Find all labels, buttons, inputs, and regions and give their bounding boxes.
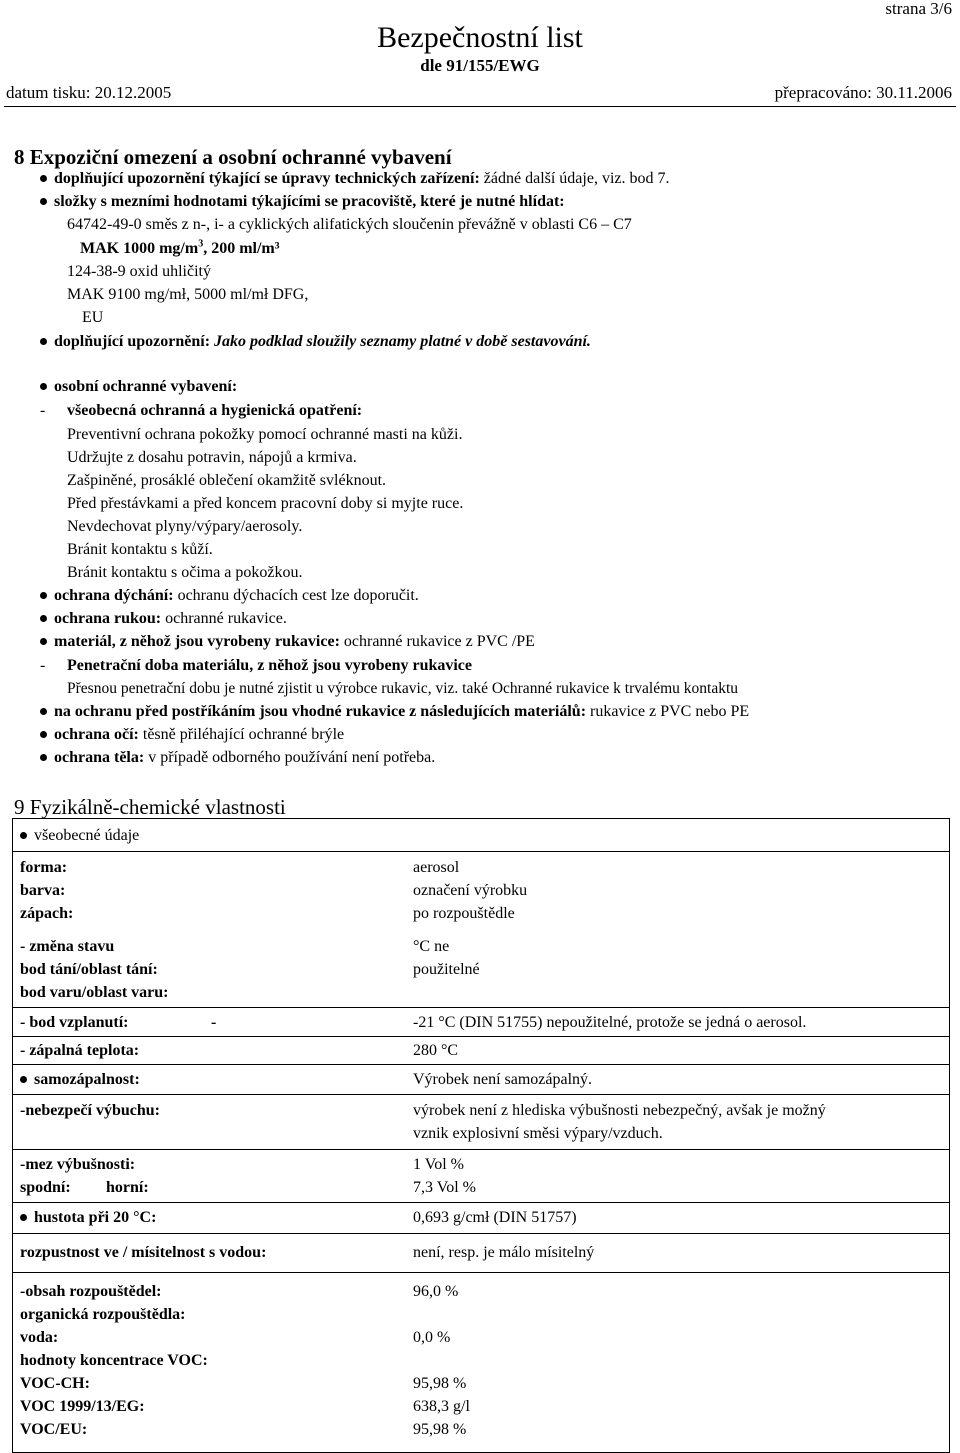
list-item: ochrana těla: v případě odborného používání není potřeba. (40, 747, 435, 769)
limit-value: EU (82, 309, 104, 326)
bullet-icon (20, 1076, 27, 1083)
list-item: na ochranu před postříkáním jsou vhodné rukavice z následujících materiálů: rukavice z PVC nebo PE (40, 701, 749, 723)
prop-label: - změna stavu (20, 938, 115, 955)
list-item: Preventivní ochrana pokožky pomocí ochranné masti na kůži. (67, 426, 463, 443)
prop-label: rozpustnost ve / mísitelnost s vodou: (20, 1244, 267, 1261)
prop-label: -obsah rozpouštědel: (20, 1283, 162, 1300)
prop-value: °C ne (413, 938, 450, 955)
prop-value: výrobek není z hlediska výbušnosti nebezpečný, avšak je možný (413, 1102, 826, 1119)
prop-dash: - (211, 1014, 217, 1031)
bullet-icon (40, 383, 47, 390)
table-rule (12, 1202, 950, 1203)
table-rule (12, 851, 950, 852)
prop-label: VOC-CH: (20, 1375, 90, 1392)
bullet-icon (40, 754, 47, 761)
list-item: ochrana očí: těsně přiléhající ochranné brýle (40, 724, 344, 746)
component-line: 64742-49-0 směs z n-, i- a cyklických alifatických sloučenin převážně v oblasti C6 – C7 (67, 216, 632, 233)
prop-value: 95,98 % (413, 1375, 467, 1392)
general-data-heading: všeobecné údaje (20, 825, 139, 847)
bullet-icon (40, 175, 47, 182)
prop-value: vznik explosivní směsi výpary/vzduch. (413, 1125, 663, 1142)
bullet-icon (40, 731, 47, 738)
prop-label: -mez výbušnosti: (20, 1156, 136, 1173)
bullet-icon (40, 198, 47, 205)
prop-label: -nebezpečí výbuchu: (20, 1102, 160, 1119)
list-item: složky s mezními hodnotami týkajícími se pracoviště, které je nutné hlídat: (40, 191, 565, 213)
table-rule (12, 1149, 950, 1150)
table-rule (12, 1007, 950, 1008)
bullet-icon (40, 592, 47, 599)
prop-value: není, resp. je málo mísitelný (413, 1244, 595, 1261)
list-item: ochrana dýchání: ochranu dýchacích cest lze doporučit. (40, 585, 419, 607)
prop-label: bod varu/oblast varu: (20, 984, 169, 1001)
prop-label: hodnoty koncentrace VOC: (20, 1352, 208, 1369)
list-item: Bránit kontaktu s kůží. (67, 541, 213, 558)
subheading: všeobecná ochranná a hygienická opatření: (67, 402, 363, 419)
table-rule (12, 1036, 950, 1037)
document-title: Bezpečnostní list (377, 21, 583, 54)
prop-label: spodní: (20, 1179, 71, 1196)
bullet-icon (40, 638, 47, 645)
prop-value: 7,3 Vol % (413, 1179, 476, 1196)
table-rule (12, 1272, 950, 1273)
bullet-icon (40, 708, 47, 715)
revision-date: přepracováno: 30.11.2006 (774, 83, 952, 102)
prop-label: samozápalnost: (20, 1069, 140, 1091)
prop-label: bod tání/oblast tání: (20, 961, 158, 978)
prop-value: 280 °C (413, 1042, 459, 1059)
prop-value: 0,0 % (413, 1329, 451, 1346)
list-dash: - (40, 402, 46, 419)
prop-value: po rozpouštědle (413, 905, 515, 922)
prop-label: voda: (20, 1329, 59, 1346)
prop-value: použitelné (413, 961, 480, 978)
list-item: doplňující upozornění: Jako podklad sloužily seznamy platné v době sestavování. (40, 331, 591, 353)
limit-value: MAK 1000 $mg/m^3$, 200 ml/m³ (80, 238, 280, 257)
header-rule (4, 106, 956, 107)
subheading: Penetrační doba materiálu, z něhož jsou vyrobeny rukavice (67, 657, 473, 674)
document-subtitle: dle 91/155/EWG (420, 56, 540, 75)
prop-value: 638,3 g/l (413, 1398, 470, 1415)
prop-value: 95,98 % (413, 1421, 467, 1438)
prop-value: -21 °C (DIN 51755) nepoužitelné, protože se jedná o aerosol. (413, 1014, 807, 1031)
list-item: doplňující upozornění týkající se úpravy technických zařízení: žádné další údaje, viz. bod 7. (40, 168, 670, 190)
list-item: osobní ochranné vybavení: (40, 376, 237, 398)
prop-label: zápach: (20, 905, 74, 922)
prop-label: horní: (106, 1179, 149, 1196)
bullet-icon (20, 1214, 27, 1221)
bullet-icon (40, 615, 47, 622)
print-date: datum tisku: 20.12.2005 (6, 83, 172, 102)
prop-label: forma: (20, 859, 68, 876)
bullet-icon (20, 832, 27, 839)
prop-value: aerosol (413, 859, 460, 876)
prop-value: 0,693 g/cmł (DIN 51757) (413, 1209, 577, 1226)
table-rule (12, 1233, 950, 1234)
prop-value: 96,0 % (413, 1283, 459, 1300)
section-8-title: 8 Expoziční omezení a osobní ochranné vybavení (14, 145, 452, 169)
prop-label: barva: (20, 882, 66, 899)
prop-label: hustota při 20 °C: (20, 1207, 156, 1229)
list-item: Zašpiněné, prosáklé oblečení okamžitě svléknout. (67, 472, 387, 489)
prop-value: Výrobek není samozápalný. (413, 1071, 593, 1088)
list-item: Nevdechovat plyny/výpary/aerosoly. (67, 518, 303, 535)
list-item: Udržujte z dosahu potravin, nápojů a krmiva. (67, 449, 357, 466)
bullet-icon (40, 338, 47, 345)
prop-value: označení výrobku (413, 882, 528, 899)
list-item: Před přestávkami a před koncem pracovní doby si myjte ruce. (67, 495, 464, 512)
page-number: strana 3/6 (885, 0, 952, 18)
component-line: 124-38-9 oxid uhličitý (67, 263, 211, 280)
list-item: ochrana rukou: ochranné rukavice. (40, 608, 287, 630)
table-rule (12, 1064, 950, 1065)
section-9-title: 9 Fyzikálně-chemické vlastnosti (14, 795, 286, 819)
list-item: Bránit kontaktu s očima a pokožkou. (67, 564, 303, 581)
prop-label: - zápalná teplota: (20, 1042, 140, 1059)
prop-label: VOC/EU: (20, 1421, 88, 1438)
limit-value: MAK 9100 mg/mł, 5000 ml/mł DFG, (67, 286, 309, 303)
prop-label: organická rozpouštědla: (20, 1306, 186, 1323)
list-dash: - (40, 657, 46, 674)
table-rule (12, 1094, 950, 1095)
prop-value: 1 Vol % (413, 1156, 464, 1173)
prop-label: - bod vzplanutí: (20, 1014, 129, 1031)
list-item: materiál, z něhož jsou vyrobeny rukavice: ochranné rukavice z PVC /PE (40, 631, 535, 653)
prop-label: VOC 1999/13/EG: (20, 1398, 145, 1415)
list-item: Přesnou penetrační dobu je nutné zjistit u výrobce rukavic, viz. také Ochranné rukavice k trvalému kontaktu (67, 680, 739, 697)
